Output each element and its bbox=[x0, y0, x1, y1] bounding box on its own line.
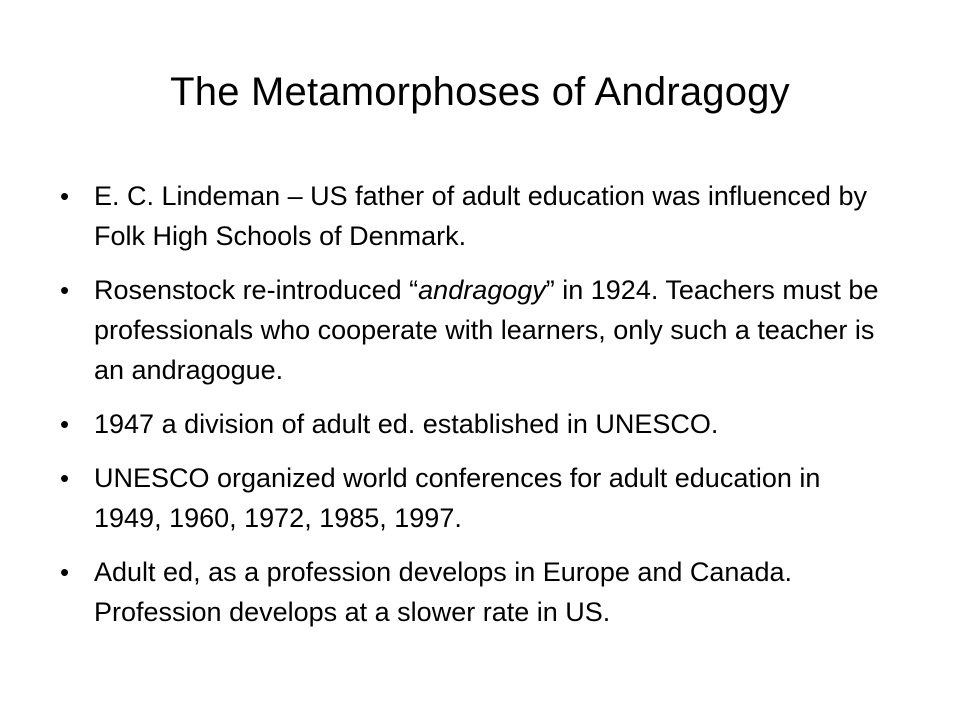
bullet-text: Adult ed, as a profession develops in Europe and Canada. Profession develops at a slower rate in US. bbox=[94, 557, 792, 627]
bullet-item bbox=[58, 458, 888, 538]
bullet-text-after: ” in 1924. Teachers must be professionals who cooperate with learners, only such a teacher is an andragogue. bbox=[94, 275, 879, 385]
bullet-text: E. C. Lindeman – US father of adult education was influenced by Folk High Schools of Denmark. bbox=[94, 181, 867, 251]
slide-title: The Metamorphoses of Andragogy bbox=[170, 70, 790, 114]
bullet-dot-icon: • bbox=[60, 463, 70, 493]
bullet-text-italic: andragogy bbox=[418, 275, 546, 305]
bullet-list bbox=[58, 176, 888, 646]
bullet-dot-icon: • bbox=[60, 409, 70, 439]
bullet-dot-icon: • bbox=[60, 275, 70, 305]
bullet-item bbox=[58, 176, 888, 256]
bullet-text bbox=[94, 275, 878, 385]
bullet-item bbox=[58, 552, 888, 632]
bullet-text: UNESCO organized world conferences for adult education in 1949, 1960, 1972, 1985, 1997. bbox=[94, 463, 821, 533]
bullet-dot-icon: • bbox=[60, 181, 70, 211]
bullet-text: 1947 a division of adult ed. established in UNESCO. bbox=[94, 409, 719, 439]
bullet-text-before: Rosenstock re-introduced “ bbox=[94, 275, 419, 305]
bullet-dot-icon: • bbox=[60, 557, 70, 587]
bullet-item bbox=[58, 270, 888, 390]
bullet-item bbox=[58, 404, 888, 444]
